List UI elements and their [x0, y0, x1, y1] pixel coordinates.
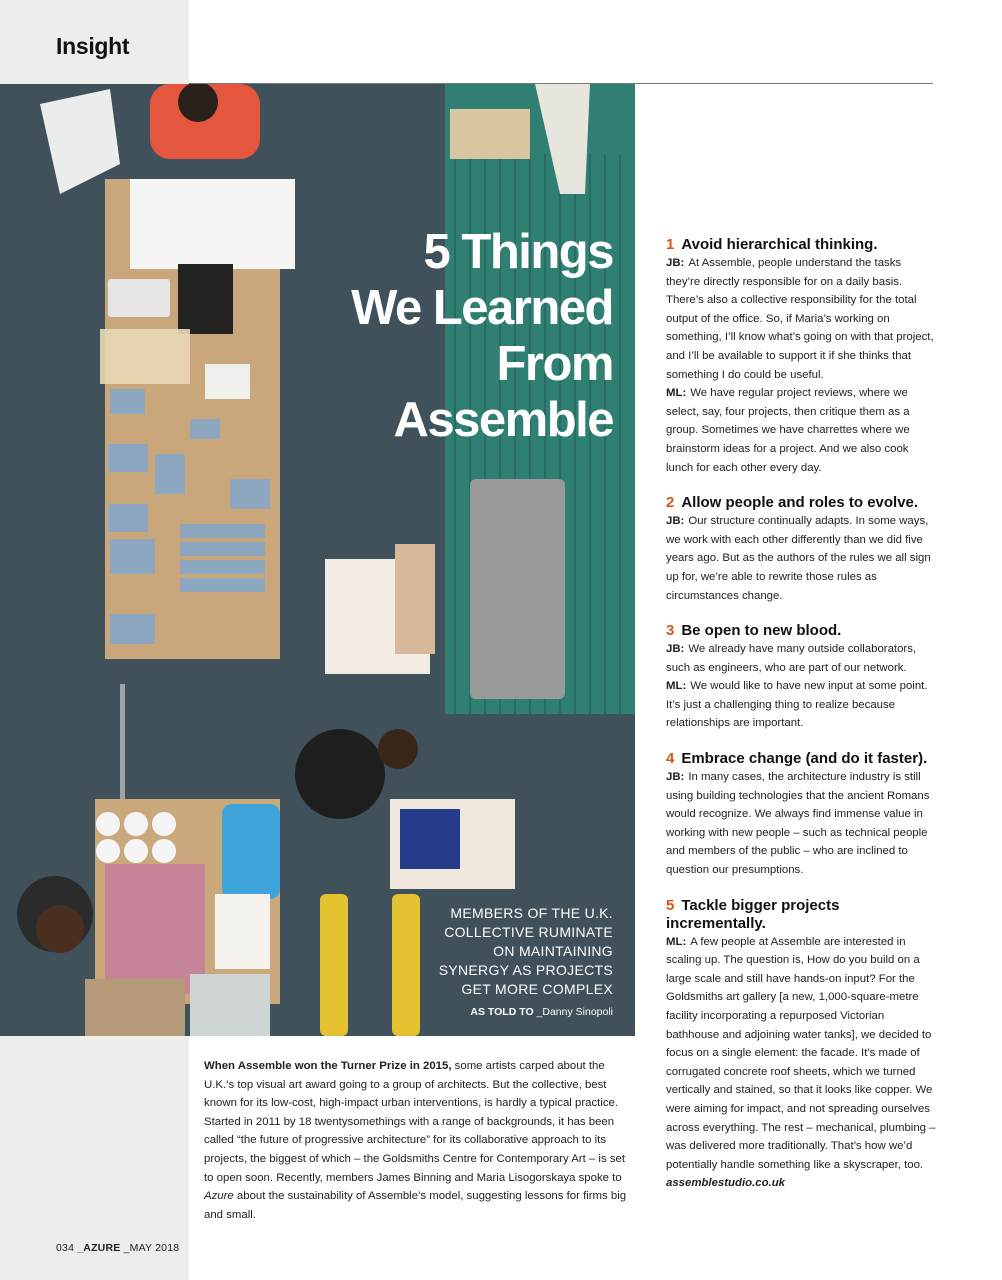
answer-paragraph	[666, 254, 938, 384]
deck-line: COLLECTIVE RUMINATE	[444, 924, 613, 940]
byline	[470, 1006, 613, 1018]
answer-paragraph	[666, 384, 938, 477]
lesson-number: 5	[666, 896, 675, 914]
answer-text: We have regular project reviews, where we select, say, four projects, then critique them as a group. Sometimes we have charrettes where we brainstorm ideas for a project. And we also cook lunch for each other every day.	[666, 387, 910, 474]
lesson-heading	[666, 897, 938, 933]
intro-paragraph	[204, 1057, 634, 1224]
deck-line: GET MORE COMPLEX	[461, 981, 613, 997]
folio-issue: _MAY 2018	[123, 1242, 180, 1254]
speaker-label: JB:	[666, 643, 685, 656]
lesson-title: Embrace change (and do it faster).	[681, 750, 928, 768]
section-label: Insight	[56, 33, 130, 59]
folio-magazine: _AZURE	[77, 1242, 121, 1254]
speaker-label: ML:	[666, 680, 687, 693]
speaker-label: ML:	[666, 935, 687, 948]
overhead-studio-photo	[0, 84, 635, 1036]
answer-text: At Assemble, people understand the tasks they’re directly responsible for on a daily basis. There’s also a collective responsibility for the total output of the office. So, if Maria’s working on something, I’ll know what’s going on with that project, and I’ll be available to support it if she thinks that something I do could be useful.	[666, 257, 934, 381]
headline-line: Assemble	[393, 393, 613, 447]
byline-author: _Danny Sinopoli	[536, 1006, 613, 1018]
lesson-title: Be open to new blood.	[681, 622, 842, 640]
answer-text: In many cases, the architecture industry is still using building technologies that the ancient Romans would recognize. We always find immense value in working with new people – such as technical people and members of the public – who are inclined to question our presumptions.	[666, 771, 930, 877]
lesson-title: Avoid hierarchical thinking.	[681, 236, 878, 253]
lesson-number: 4	[666, 750, 675, 768]
byline-label: AS TOLD TO	[470, 1006, 534, 1018]
lesson-title: Tackle bigger projects incrementally.	[666, 896, 840, 932]
page-folio	[56, 1242, 179, 1254]
lesson-heading	[666, 622, 938, 640]
answer-text: A few people at Assemble are interested in scaling up. The question is, How do you build on a large scale and still have hands-on input? For the Goldsmiths art gallery [a new, 1,000-square-metre facility incorporating a repurposed Victorian bathhouse and adjoining water tanks], we decided to focus on a single element: the facade. It’s made of corrugated concrete roof sheets, which we turned vertically and stained, so that it looks like copper. We were aiming for impact, and not spreading ourselves across everything. The rest – mechanical, plumbing – was delivered more traditionally. That’s how we’d potentially handle something like a skyscraper, too.	[666, 935, 936, 1171]
lesson-number: 1	[666, 236, 675, 253]
lesson-item	[666, 494, 938, 605]
lesson-title: Allow people and roles to evolve.	[681, 494, 919, 512]
answer-paragraph	[666, 512, 938, 605]
lesson-heading	[666, 494, 938, 512]
deck-line: SYNERGY AS PROJECTS	[438, 962, 613, 978]
intro-text: some artists carped about the U.K.’s top visual art award going to a group of architects. But the collective, best known for its low-cost, high-impact urban interventions, is hardly a typical practice. Started in 2011 by 18 twentysomethings with a range of backgrounds, it has been called “the future of progressive architecture” for its collaborative approach to its projects, the biggest of which – the Goldsmiths Centre for Contemporary Art – is set to open soon. Recently, members James Binning and Maria Lisogorskaya spoke to	[204, 1060, 626, 1184]
deck-line: ON MAINTAINING	[493, 943, 613, 959]
page-number: 034	[56, 1242, 75, 1254]
speaker-label: ML:	[666, 387, 687, 400]
answer-paragraph	[666, 768, 938, 880]
answer-text: We already have many outside collaborators, such as engineers, who are part of our network.	[666, 643, 917, 674]
answer-paragraph	[666, 933, 938, 1193]
intro-lead: When Assemble won the Turner Prize in 2015,	[204, 1060, 452, 1072]
lesson-heading	[666, 750, 938, 768]
lesson-item	[666, 897, 938, 1193]
headline-line: 5 Things	[423, 225, 613, 279]
lesson-number: 3	[666, 622, 675, 640]
qa-column	[666, 236, 938, 1210]
answer-text: We would like to have new input at some point. It’s just a challenging thing to realize because relationships are important.	[666, 680, 928, 730]
deck	[373, 904, 613, 999]
lesson-number: 2	[666, 494, 675, 512]
lesson-item	[666, 750, 938, 880]
intro-text: about the sustainability of Assemble’s model, suggesting lessons for firms big and small.	[204, 1190, 627, 1221]
speaker-label: JB:	[666, 515, 685, 528]
lesson-heading	[666, 236, 938, 254]
answer-text: Our structure continually adapts. In some ways, we work with each other differently than we did five years ago. But as the authors of the rules we all sign up for, we’re able to rewrite those rules as circumstances change.	[666, 515, 931, 602]
speaker-label: JB:	[666, 771, 685, 784]
website-link[interactable]: assemblestudio.co.uk	[666, 1177, 786, 1190]
magazine-name: Azure	[204, 1190, 234, 1203]
deck-line: MEMBERS OF THE U.K.	[450, 905, 613, 921]
headline-line: From	[496, 337, 613, 391]
headline	[293, 224, 613, 448]
speaker-label: JB:	[666, 257, 685, 269]
headline-line: We Learned	[351, 281, 613, 335]
lesson-item	[666, 236, 938, 477]
answer-paragraph	[666, 677, 938, 733]
lesson-item	[666, 622, 938, 733]
answer-paragraph	[666, 640, 938, 677]
